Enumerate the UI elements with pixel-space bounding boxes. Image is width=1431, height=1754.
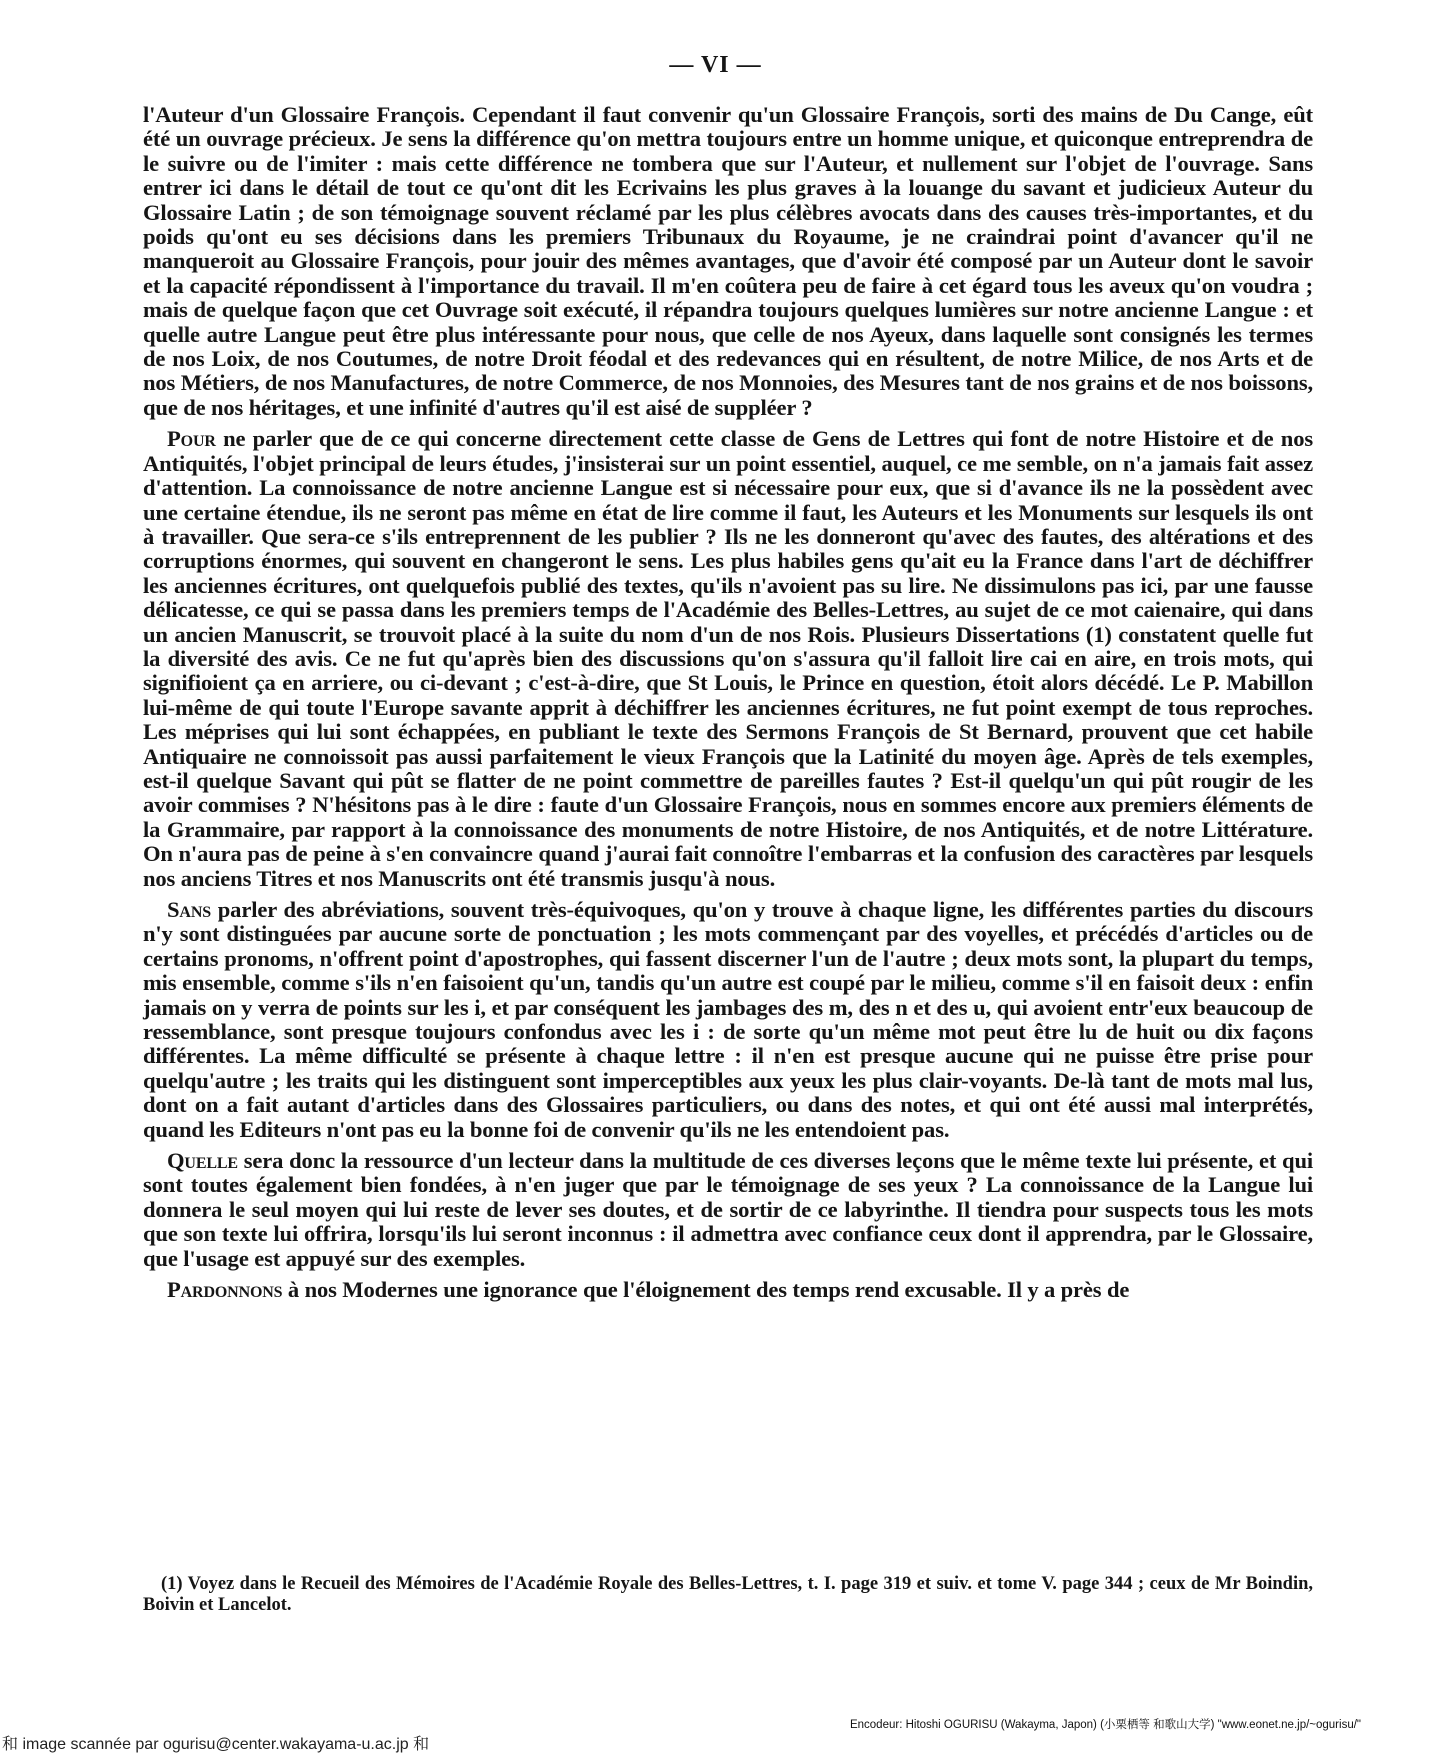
encoder-credit: Encodeur: Hitoshi OGURISU (Wakayma, Japon) (小栗栖等 和歌山大学) "www.eonet.ne.jp/~ogurisu/" (849, 1719, 1361, 1731)
paragraph-3 (143, 898, 1313, 1142)
page-number: — VI — (669, 52, 762, 78)
body-text (143, 103, 1313, 1310)
paragraph-4-text: sera donc la ressource d'un lecteur dans la multitude de ces diverses leçons que le même texte lui présente, et qui sont toutes également bien fondées, à n'en juger que par le témoignage de ses yeux ? La connoissance de la Langue lui donnera le seul moyen qui lui reste de lever ses doutes, et de sortir de ce labyrinthe. Il tiendra pour suspects tous les mots que son texte lui offrira, lorsqu'ils lui seront inconnus : il admettra avec confiance ceux dont il apprendra, par le Glossaire, que l'usage est appuyé sur des exemples. (143, 1148, 1313, 1271)
scan-credit: 和 image scannée par ogurisu@center.wakayama-u.ac.jp 和 (2, 1736, 430, 1753)
paragraph-5 (143, 1278, 1313, 1302)
paragraph-3-text: parler des abréviations, souvent très-équivoques, qu'on y trouve à chaque ligne, les différentes parties du discours n'y sont distinguées par aucune sorte de ponctuation ; les mots commençant par des voyelles, et précédés d'articles ou de certains pronoms, n'offrent point d'apostrophes, qui fassent discerner l'un de l'autre ; deux mots sont, la plupart du temps, mis ensemble, comme s'ils n'en faisoient qu'un, tandis qu'un autre est coupé par le milieu, comme s'il en faisoit deux : enfin jamais on y verra de points sur les i, et par conséquent les jambages des m, des n et des u, qui avoient entr'eux beaucoup de ressemblance, sont presque toujours confondus avec les i : de sorte qu'un même mot peut être lu de huit ou dix façons différentes. La même difficulté se présente à chaque lettre : il n'en est presque aucune qui ne puisse être prise pour quelqu'autre ; les traits qui les distinguent sont imperceptibles aux yeux les plus clair-voyants. De-là tant de mots mal lus, dont on a fait autant d'articles dans des Glossaires particuliers, ou dans des notes, et qui ont été aussi mal interprétés, quand les Editeurs n'ont pas eu la bonne foi de convenir qu'ils ne les entendoient pas. (143, 897, 1313, 1142)
footnote: (1) Voyez dans le Recueil des Mémoires de l'Académie Royale des Belles-Lettres, t. I. page 319 et suiv. et tome V. page 344 ; ceux de Mr Boindin, Boivin et Lancelot. (143, 1574, 1313, 1615)
paragraph-1 (143, 103, 1313, 420)
paragraph-4 (143, 1149, 1313, 1271)
paragraph-1-text: l'Auteur d'un Glossaire François. Cependant il faut convenir qu'un Glossaire François, sorti des mains de Du Cange, eût été un ouvrage précieux. Je sens la différence qu'on mettra toujours entre un homme unique, et quiconque entreprendra de le suivre ou de l'imiter : mais cette différence ne tombera que sur l'Auteur, et nullement sur l'objet de l'ouvrage. Sans entrer ici dans le détail de tout ce qu'ont dit les Ecrivains les plus graves à la louange du savant et judicieux Auteur du Glossaire Latin ; de son témoignage souvent réclamé par les plus célèbres avocats dans des causes très-importantes, et du poids qu'ont eu ses décisions dans les premiers Tribunaux du Royaume, je ne craindrai point d'avancer qu'il ne manqueroit au Glossaire François, pour jouir des mêmes avantages, que d'avoir été composé par un Auteur dont le savoir et la capacité répondissent à l'importance du travail. Il m'en coûtera peu de faire à cet égard tous les aveux qu'on voudra ; mais de quelque façon que cet Ouvrage soit exécuté, il répandra toujours quelques lumières sur notre ancienne Langue : et quelle autre Langue peut être plus intéressante pour nous, que celle de nos Ayeux, dans laquelle sont consignés les termes de nos Loix, de nos Coutumes, de notre Droit féodal et des redevances qui en résultent, de notre Milice, de nos Arts et de nos Métiers, de nos Manufactures, de notre Commerce, de nos Monnoies, des Mesures tant de nos grains et de nos boissons, que de nos héritages, et une infinité d'autres qu'il est aisé de suppléer ? (143, 102, 1313, 420)
paragraph-2-text: ne parler que de ce qui concerne directement cette classe de Gens de Lettres qui font de notre Histoire et de nos Antiquités, l'objet principal de leurs études, j'insisterai sur un point essentiel, auquel, ce me semble, on n'a jamais fait assez d'attention. La connoissance de notre ancienne Langue est si nécessaire pour eux, que si d'avance ils ne la possèdent avec une certaine étendue, ils ne seront pas même en état de lire comme il faut, les Auteurs et les Monuments sur lesquels ils ont à travailler. Que sera-ce s'ils entreprennent de les publier ? Ils ne les donneront qu'avec des fautes, des altérations et des corruptions énormes, qui souvent en changeront le sens. Les plus habiles gens qu'ait eu la France dans l'art de déchiffrer les anciennes écritures, ont quelquefois publié des textes, qu'ils n'avoient pas su lire. Ne dissimulons pas ici, par une fausse délicatesse, ce qui se passa dans les premiers temps de l'Académie des Belles-Lettres, au sujet de ce mot caienaire, qui dans un ancien Manuscrit, se trouvoit placé à la suite du nom d'un de nos Rois. Plusieurs Dissertations (1) constatent quelle fut la diversité des avis. Ce ne fut qu'après bien des discussions qu'on s'assura qu'il falloit lire cai en aire, en trois mots, qui signifioient ça en arriere, ou ci-devant ; c'est-à-dire, que St Louis, le Prince en question, étoit alors décédé. Le P. Mabillon lui-même de qui toute l'Europe savante apprit à déchiffrer les anciennes écritures, ne fut point exempt de tous reproches. Les méprises qui lui sont échappées, en publiant le texte des Sermons François de St Bernard, prouvent que cet habile Antiquaire ne connoissoit pas aussi parfaitement le vieux François que la Latinité du moyen âge. Après de tels exemples, est-il quelque Savant qui pût se flatter de ne point commettre de pareilles fautes ? Est-il quelqu'un qui pût rougir de les avoir commises ? N'hésitons pas à le dire : faute d'un Glossaire François, nous en sommes encore aux premiers éléments de la Grammaire, par rapport à la connoissance des monuments de notre Histoire, de nos Antiquités, et de notre Littérature. On n'aura pas de peine à s'en convaincre quand j'aurai fait connoître l'embarras et la confusion des caractères par lesquels nos anciens Titres et nos Manuscrits ont été transmis jusqu'à nous. (143, 426, 1313, 891)
paragraph-5-lead: Pardonnons (167, 1277, 283, 1303)
paragraph-3-lead: Sans (167, 897, 211, 922)
paragraph-2-lead: Pour (167, 426, 216, 452)
paragraph-5-text: à nos Modernes une ignorance que l'éloignement des temps rend excusable. Il y a près de (282, 1277, 1130, 1303)
paragraph-2 (143, 427, 1313, 891)
paragraph-4-lead: Quelle (167, 1148, 238, 1174)
